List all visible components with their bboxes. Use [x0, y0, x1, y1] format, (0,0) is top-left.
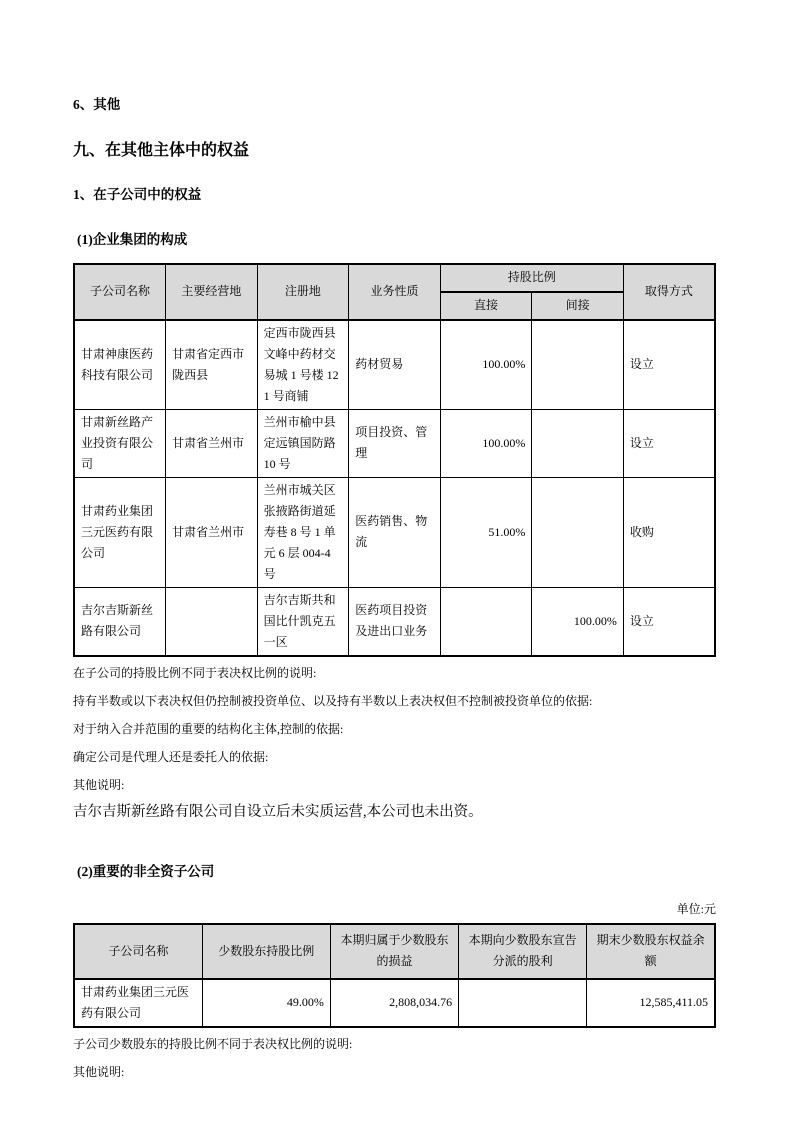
- cell-reg-place: 吉尔吉斯共和国比什凯克五一区: [257, 587, 349, 656]
- cell-indirect: [532, 477, 624, 587]
- cell-reg-place: 兰州市城关区张掖路街道延寿巷 8 号 1 单元 6 层 004-4 号: [257, 477, 349, 587]
- cell-name: 甘肃药业集团三元医药有限公司: [74, 979, 202, 1027]
- note-agent-principal: 确定公司是代理人还是委托人的依据:: [73, 749, 269, 764]
- table1-header-holding: 持股比例: [440, 264, 623, 292]
- table1-header-name: 子公司名称: [74, 264, 166, 320]
- cell-acquire: 设立: [623, 409, 715, 477]
- note-other-label-2: 其他说明:: [73, 1064, 125, 1079]
- table2-header-minority-profit: 本期归属于少数股东的损益: [330, 924, 458, 979]
- table1-header-direct: 直接: [440, 292, 532, 320]
- note-structured-entity: 对于纳入合并范围的重要的结构化主体,控制的依据:: [73, 721, 344, 736]
- cell-name: 吉尔吉斯新丝路有限公司: [74, 587, 166, 656]
- cell-main-place: 甘肃省兰州市: [166, 477, 258, 587]
- cell-name: 甘肃药业集团三元医药有限公司: [74, 477, 166, 587]
- cell-business: 医药销售、物流: [349, 477, 441, 587]
- table1-header-indirect: 间接: [532, 292, 624, 320]
- table-row: [74, 320, 715, 410]
- note-other-label: 其他说明:: [73, 777, 125, 792]
- heading-group-structure: (1)企业集团的构成: [77, 231, 188, 247]
- heading-non-wholly-owned: (2)重要的非全资子公司: [77, 863, 215, 879]
- heading-section-nine: 九、在其他主体中的权益: [73, 142, 250, 160]
- cell-business: 药材贸易: [349, 320, 441, 410]
- cell-name: 甘肃神康医药科技有限公司: [74, 320, 166, 410]
- note-half-voting-basis: 持有半数或以下表决权但仍控制被投资单位、以及持有半数以上表决权但不控制被投资单位的依据:: [73, 693, 593, 708]
- subsidiary-structure-table: [73, 263, 716, 657]
- cell-acquire: 设立: [623, 587, 715, 656]
- minority-interest-table: [73, 923, 716, 1028]
- cell-minority-ratio: 49.00%: [202, 979, 330, 1027]
- table1-header-acquire: 取得方式: [623, 264, 715, 320]
- table2-header-minority-dividend: 本期向少数股东宣告分派的股利: [459, 924, 587, 979]
- note-kyrgyz-remark: 吉尔吉斯新丝路有限公司自设立后未实质运营,本公司也未出资。: [73, 803, 483, 820]
- table2-header-name: 子公司名称: [74, 924, 202, 979]
- cell-business: 医药项目投资及进出口业务: [349, 587, 441, 656]
- cell-business: 项目投资、管理: [349, 409, 441, 477]
- table-row: [74, 409, 715, 477]
- cell-indirect: [532, 409, 624, 477]
- cell-reg-place: 定西市陇西县文峰中药材交易城 1 号楼 121 号商铺: [257, 320, 349, 410]
- table1-header-main-place: 主要经营地: [166, 264, 258, 320]
- cell-minority-dividend: [459, 979, 587, 1027]
- cell-main-place: 甘肃省兰州市: [166, 409, 258, 477]
- note-minority-voting-ratio: 子公司少数股东的持股比例不同于表决权比例的说明:: [73, 1036, 353, 1051]
- cell-main-place: 甘肃省定西市陇西县: [166, 320, 258, 410]
- table1-header-reg-place: 注册地: [257, 264, 349, 320]
- heading-subsidiary-rights: 1、在子公司中的权益: [73, 187, 202, 203]
- unit-label: 单位:元: [676, 901, 716, 916]
- cell-direct: 51.00%: [440, 477, 532, 587]
- cell-minority-profit: 2,808,034.76: [330, 979, 458, 1027]
- cell-indirect: 100.00%: [532, 587, 624, 656]
- cell-minority-equity: 12,585,411.05: [587, 979, 715, 1027]
- cell-reg-place: 兰州市榆中县定远镇国防路 10 号: [257, 409, 349, 477]
- table-row: [74, 477, 715, 587]
- table-row: [74, 979, 715, 1027]
- table2-header: [74, 924, 715, 979]
- cell-direct: 100.00%: [440, 320, 532, 410]
- table2-header-minority-equity: 期末少数股东权益余额: [587, 924, 715, 979]
- cell-direct: 100.00%: [440, 409, 532, 477]
- cell-main-place: [166, 587, 258, 656]
- cell-name: 甘肃新丝路产业投资有限公司: [74, 409, 166, 477]
- cell-indirect: [532, 320, 624, 410]
- cell-acquire: 收购: [623, 477, 715, 587]
- table-row: [74, 587, 715, 656]
- table1-header: [74, 264, 715, 320]
- cell-direct: [440, 587, 532, 656]
- heading-other: 6、其他: [73, 97, 121, 112]
- cell-acquire: 设立: [623, 320, 715, 410]
- table2-header-minority-ratio: 少数股东持股比例: [202, 924, 330, 979]
- note-voting-ratio: 在子公司的持股比例不同于表决权比例的说明:: [73, 665, 317, 680]
- table1-header-business: 业务性质: [349, 264, 441, 320]
